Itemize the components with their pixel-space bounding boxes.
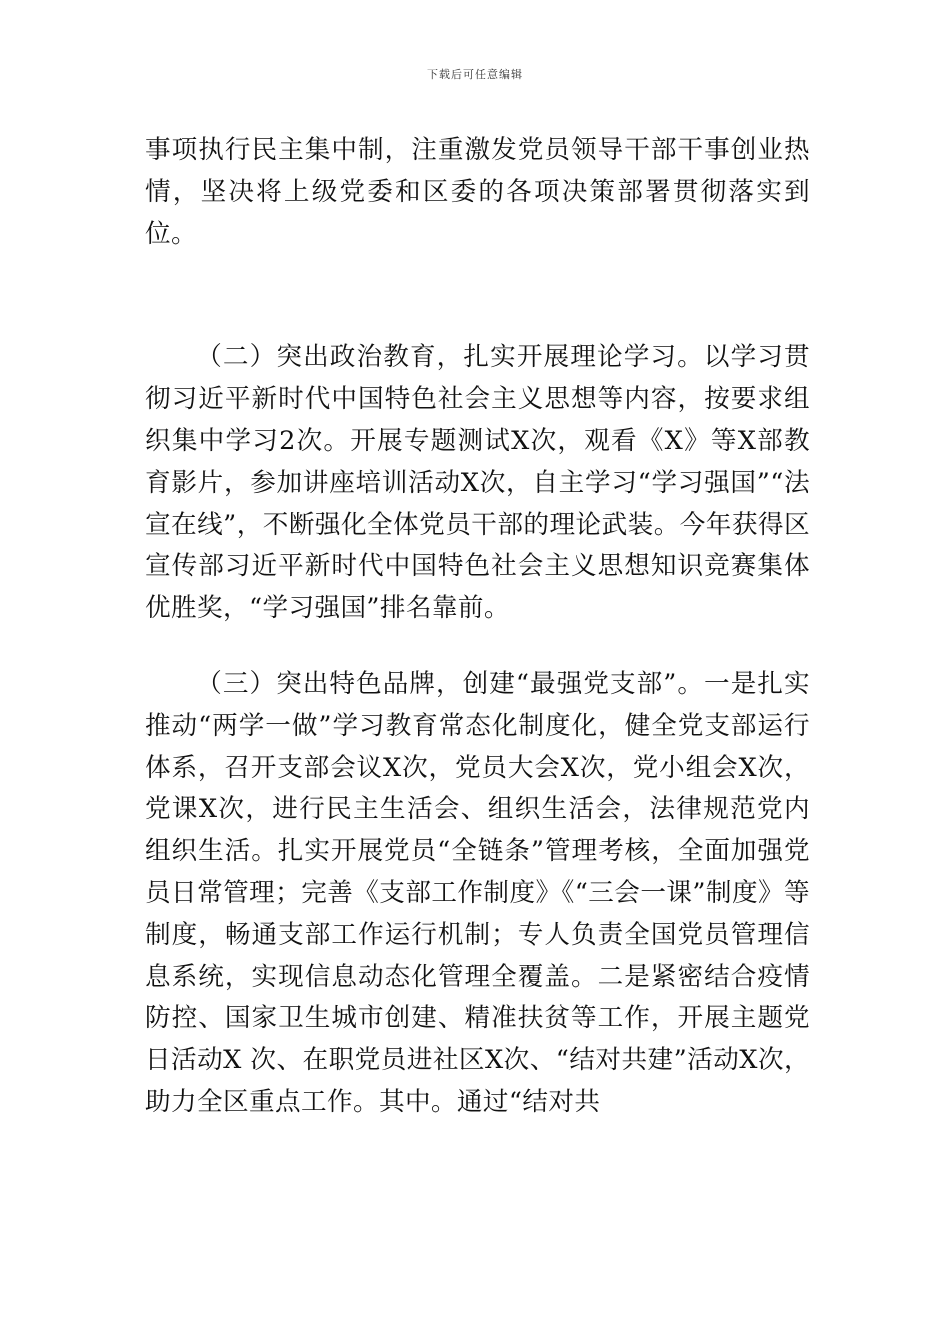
paragraph-gap: [145, 630, 810, 664]
page-header-note: 下载后可任意编辑: [427, 68, 523, 81]
paragraph-gap: [145, 255, 810, 337]
paragraph-section-two: （二）突出政治教育，扎实开展理论学习。以学习贯彻习近平新时代中国特色社会主义思想等内容，按要求组织集中学习2次。开展专题测试X次，观看《X》等X部教育影片，参加讲座培训活动X次，自主学习“学习强国”“法宣在线”，不断强化全体党员干部的理论武装。今年获得区宣传部习近平新时代中国特色社会主义思想知识竞赛集体优胜奖，“学习强国”排名靠前。: [145, 342, 810, 624]
paragraph-section-three: （三）突出特色品牌，创建“最强党支部”。一是扎实推动“两学一做”学习教育常态化制度化，健全党支部运行体系，召开支部会议X次，党员大会X次，党小组会X次，党课X次，进行民主生活会、组织生活会，法律规范党内组织生活。扎实开展党员“全链条”管理考核，全面加强党员日常管理；完善《支部工作制度》《“三会一课”制度》等制度，畅通支部工作运行机制；专人负责全国党员管理信息系统，实现信息动态化管理全覆盖。二是紧密结合疫情防控、国家卫生城市创建、精准扶贫等工作，开展主题党日活动X 次、在职党员进社区X次、“结对共建”活动X次，助力全区重点工作。其中。通过“结对共: [145, 668, 810, 1117]
document-body: [145, 130, 810, 1124]
paragraph-continuation: 事项执行民主集中制，注重激发党员领导干部干事创业热情，坚决将上级党委和区委的各项决策部署贯彻落实到位。: [145, 135, 810, 249]
